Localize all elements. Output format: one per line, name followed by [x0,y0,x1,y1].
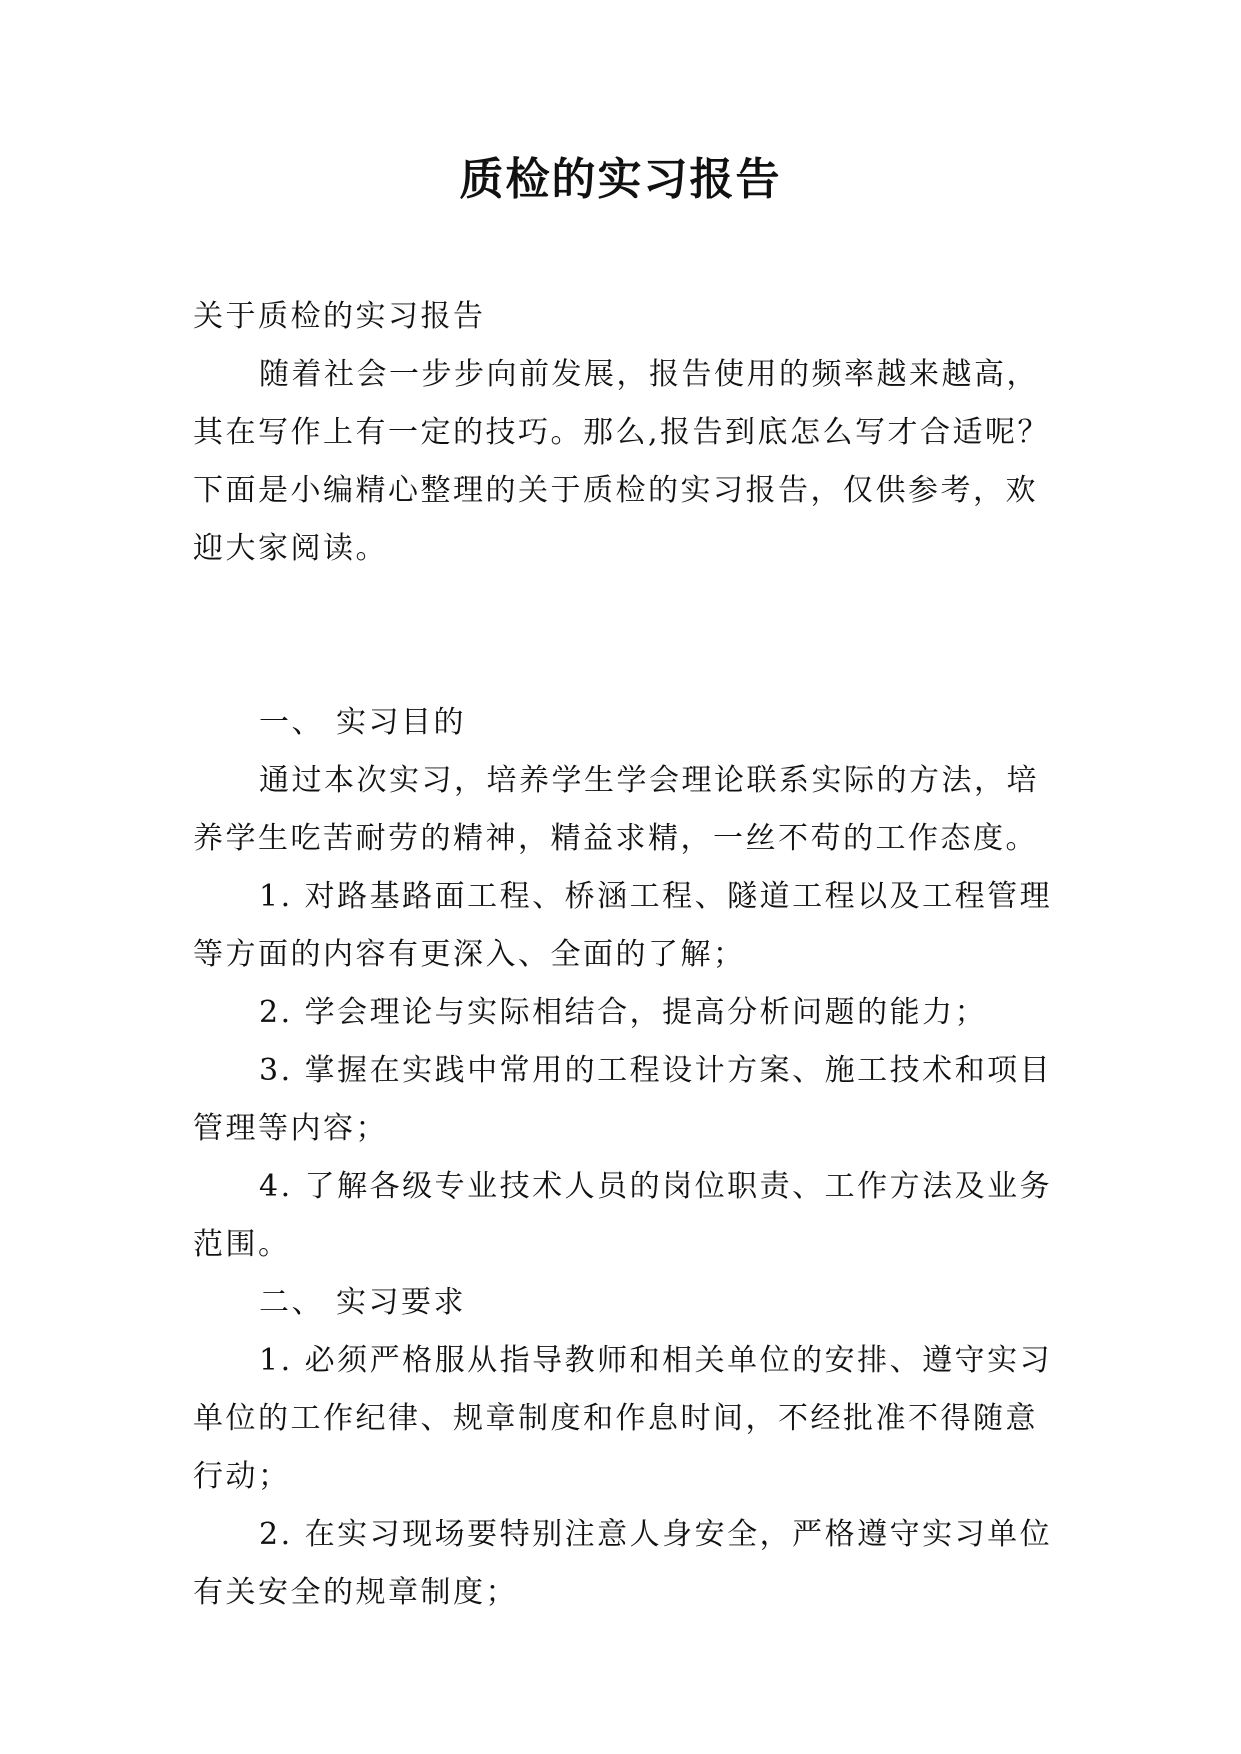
document-body [193,288,1063,1622]
purpose-item: 1. 对路基路面工程、桥涵工程、隧道工程以及工程管理等方面的内容有更深入、全面的了解； [193,879,1053,972]
section-heading-purpose: 一、 实习目的 [259,705,467,740]
purpose-item: 4. 了解各级专业技术人员的岗位职责、工作方法及业务范围。 [193,1169,1053,1262]
intro-paragraph: 随着社会一步步向前发展，报告使用的频率越来越高，其在写作上有一定的技巧。那么,报告到底怎么写才合适呢？下面是小编精心整理的关于质检的实习报告，仅供参考，欢迎大家阅读。 [193,357,1051,566]
paragraph-spacer [193,578,1063,694]
requirement-item: 1. 必须严格服从指导教师和相关单位的安排、遵守实习单位的工作纪律、规章制度和作息时间，不经批准不得随意行动； [193,1343,1053,1494]
purpose-item: 2. 学会理论与实际相结合，提高分析问题的能力； [259,995,988,1030]
purpose-paragraph: 通过本次实习，培养学生学会理论联系实际的方法，培养学生吃苦耐劳的精神，精益求精，一丝不苟的工作态度。 [193,763,1039,856]
document-title: 质检的实习报告 [459,154,782,205]
purpose-item: 3. 掌握在实践中常用的工程设计方案、施工技术和项目管理等内容； [193,1053,1053,1146]
section-heading-requirements: 二、 实习要求 [259,1285,467,1320]
requirement-item: 2. 在实习现场要特别注意人身安全，严格遵守实习单位有关安全的规章制度； [193,1517,1053,1610]
document-subtitle: 关于质检的实习报告 [193,299,486,334]
